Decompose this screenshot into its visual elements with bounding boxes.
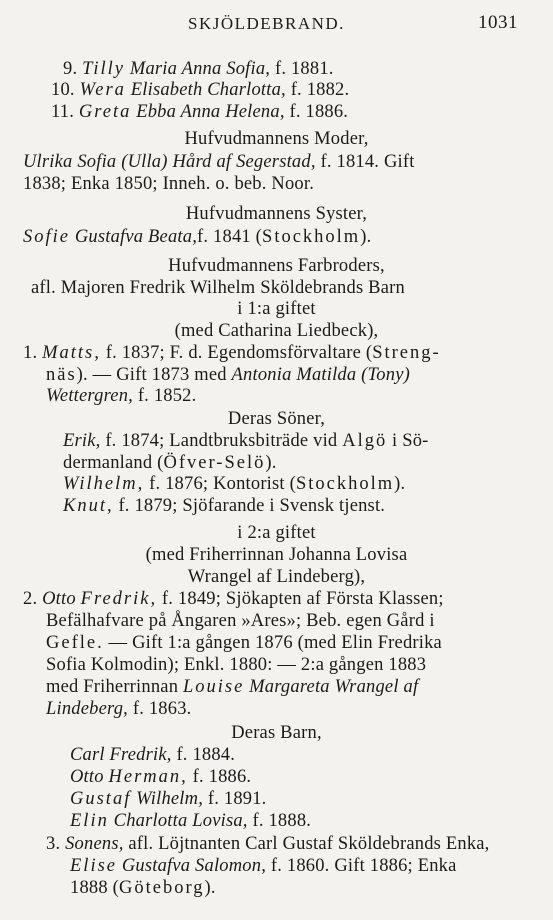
running-header: SKJÖLDEBRAND. [188,14,345,33]
entry-2-line-4: Sofia Kolmodin); Enkl. 1880: — 2:a gången 1883 [46,655,427,675]
children-heading: Deras Barn, [231,723,322,743]
entry-2-line-3: Gefle. — Gift 1:a gången 1876 (med Elin Fredrika [46,633,442,653]
entry-1-line-1: 1. Matts, f. 1837; F. d. Egendomsförvaltare (Streng- [23,343,441,363]
child-carl: Carl Fredrik, f. 1884. [70,745,236,765]
son-knut: Knut, f. 1879; Sjöfarande i Svensk tjenst. [63,496,386,516]
sons-heading: Deras Söner, [227,409,326,429]
entry-2-line-2: Befälhafvare på Ångaren »Ares»; Beb. egen Gård i [46,611,435,631]
uncle-line: afl. Majoren Fredrik Wilhelm Sköldebrands Barn [31,278,405,298]
entry-1-line-3: Wettergren, f. 1852. [46,386,197,406]
child-elin: Elin Charlotta Lovisa, f. 1888. [70,811,312,831]
son-erik-line-2: dermanland (Öfver-Selö). [63,453,277,473]
sister-line: Sofie Gustafva Beata,f. 1841 (Stockholm). [23,227,372,247]
child-gustaf: Gustaf Wilhelm, f. 1891. [70,789,267,809]
entry-3-line-2: Elise Gustafva Salomon, f. 1860. Gift 1886; Enka [70,856,457,876]
entry-11: 11. Greta Ebba Anna Helena, f. 1886. [51,102,349,122]
marriage-1-spouse: (med Catharina Liedbeck), [174,321,379,341]
child-otto: Otto Herman, f. 1886. [70,767,252,787]
entry-3-line-3: 1888 (Göteborg). [70,878,216,898]
page-number: 1031 [478,12,518,33]
son-erik-line-1: Erik, f. 1874; Landtbruksbiträde vid Algö i Sö- [63,431,429,451]
entry-1-line-2: näs). — Gift 1873 med Antonia Matilda (Tony) [46,365,410,385]
entry-3-line-1: 3. Sonens, afl. Löjtnanten Carl Gustaf Sköldebrands Enka, [46,834,490,854]
entry-9: 9. Tilly Maria Anna Sofia, f. 1881. [63,59,334,79]
section-heading-sister: Hufvudmannens Syster, [185,204,368,224]
entry-2-line-6: Lindeberg, f. 1863. [46,699,192,719]
mother-line-2: 1838; Enka 1850; Inneh. o. beb. Noor. [23,174,315,194]
marriage-2-spouse-1: (med Friherrinnan Johanna Lovisa [145,545,408,565]
entry-2-line-1: 2. Otto Fredrik, f. 1849; Sjökapten af Första Klassen; [23,589,444,609]
marriage-2-spouse-2: Wrangel af Lindeberg), [187,567,366,587]
marriage-1-heading: i 1:a giftet [237,299,316,319]
entry-2-line-5: med Friherrinnan Louise Margareta Wrangel af [46,677,419,697]
marriage-2-heading: i 2:a giftet [237,523,316,543]
section-heading-mother: Hufvudmannens Moder, [184,129,369,149]
son-wilhelm: Wilhelm, f. 1876; Kontorist (Stockholm). [63,474,406,494]
section-heading-uncle: Hufvudmannens Farbroders, [168,256,385,276]
mother-line-1: Ulrika Sofia (Ulla) Hård af Segerstad, f. 1814. Gift [23,152,415,172]
entry-10: 10. Wera Elisabeth Charlotta, f. 1882. [51,80,350,100]
